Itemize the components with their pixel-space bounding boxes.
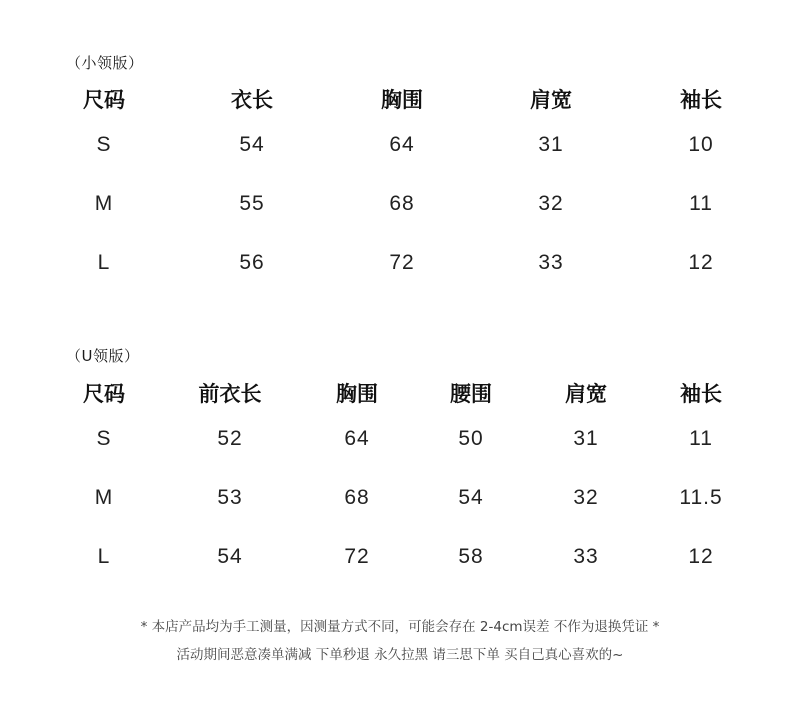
cell-bust: 64 [344, 427, 370, 450]
section-title-small-collar: （小领版） [66, 54, 144, 72]
cell-size: L [97, 545, 111, 568]
cell-size: L [97, 251, 111, 274]
cell-waist: 58 [458, 545, 484, 568]
cell-bust: 72 [344, 545, 370, 568]
cell-sleeve: 12 [688, 545, 714, 568]
cell-shoulder: 31 [573, 427, 599, 450]
cell-shoulder: 32 [538, 192, 564, 215]
header-size: 尺码 [83, 88, 125, 112]
header-sleeve: 袖长 [680, 382, 722, 406]
cell-sleeve: 11 [689, 192, 713, 215]
header-front-length: 前衣长 [198, 382, 262, 406]
cell-size: M [94, 192, 114, 215]
header-waist: 腰围 [450, 382, 492, 406]
measurement-disclaimer: * 本店产品均为手工测量，因测量方式不同，可能会存在 2-4cm误差 不作为退换凭证 * [140, 619, 660, 635]
cell-shoulder: 33 [573, 545, 599, 568]
cell-length: 55 [239, 192, 265, 215]
cell-bust: 64 [389, 133, 415, 156]
cell-shoulder: 31 [538, 133, 564, 156]
header-length: 衣长 [231, 88, 273, 112]
cell-bust: 68 [389, 192, 415, 215]
cell-front-length: 52 [217, 427, 243, 450]
cell-sleeve: 11 [689, 427, 713, 450]
cell-length: 56 [239, 251, 265, 274]
cell-front-length: 53 [217, 486, 243, 509]
header-shoulder: 肩宽 [530, 88, 572, 112]
cell-waist: 50 [458, 427, 484, 450]
header-size: 尺码 [83, 382, 125, 406]
header-shoulder: 肩宽 [565, 382, 607, 406]
cell-sleeve: 12 [688, 251, 714, 274]
cell-bust: 68 [344, 486, 370, 509]
cell-size: M [94, 486, 114, 509]
cell-sleeve: 11.5 [679, 486, 723, 509]
header-bust: 胸围 [381, 88, 423, 112]
header-bust: 胸围 [336, 382, 378, 406]
cell-shoulder: 32 [573, 486, 599, 509]
cell-size: S [96, 427, 112, 450]
section-title-u-collar: （U领版） [66, 347, 140, 365]
cell-length: 54 [239, 133, 265, 156]
cell-bust: 72 [389, 251, 415, 274]
cell-waist: 54 [458, 486, 484, 509]
cell-size: S [96, 133, 112, 156]
cell-shoulder: 33 [538, 251, 564, 274]
header-sleeve: 袖长 [680, 88, 722, 112]
cell-front-length: 54 [217, 545, 243, 568]
promotion-warning: 活动期间恶意凑单满减 下单秒退 永久拉黑 请三思下单 买自己真心喜欢的~ [176, 647, 624, 663]
cell-sleeve: 10 [688, 133, 714, 156]
